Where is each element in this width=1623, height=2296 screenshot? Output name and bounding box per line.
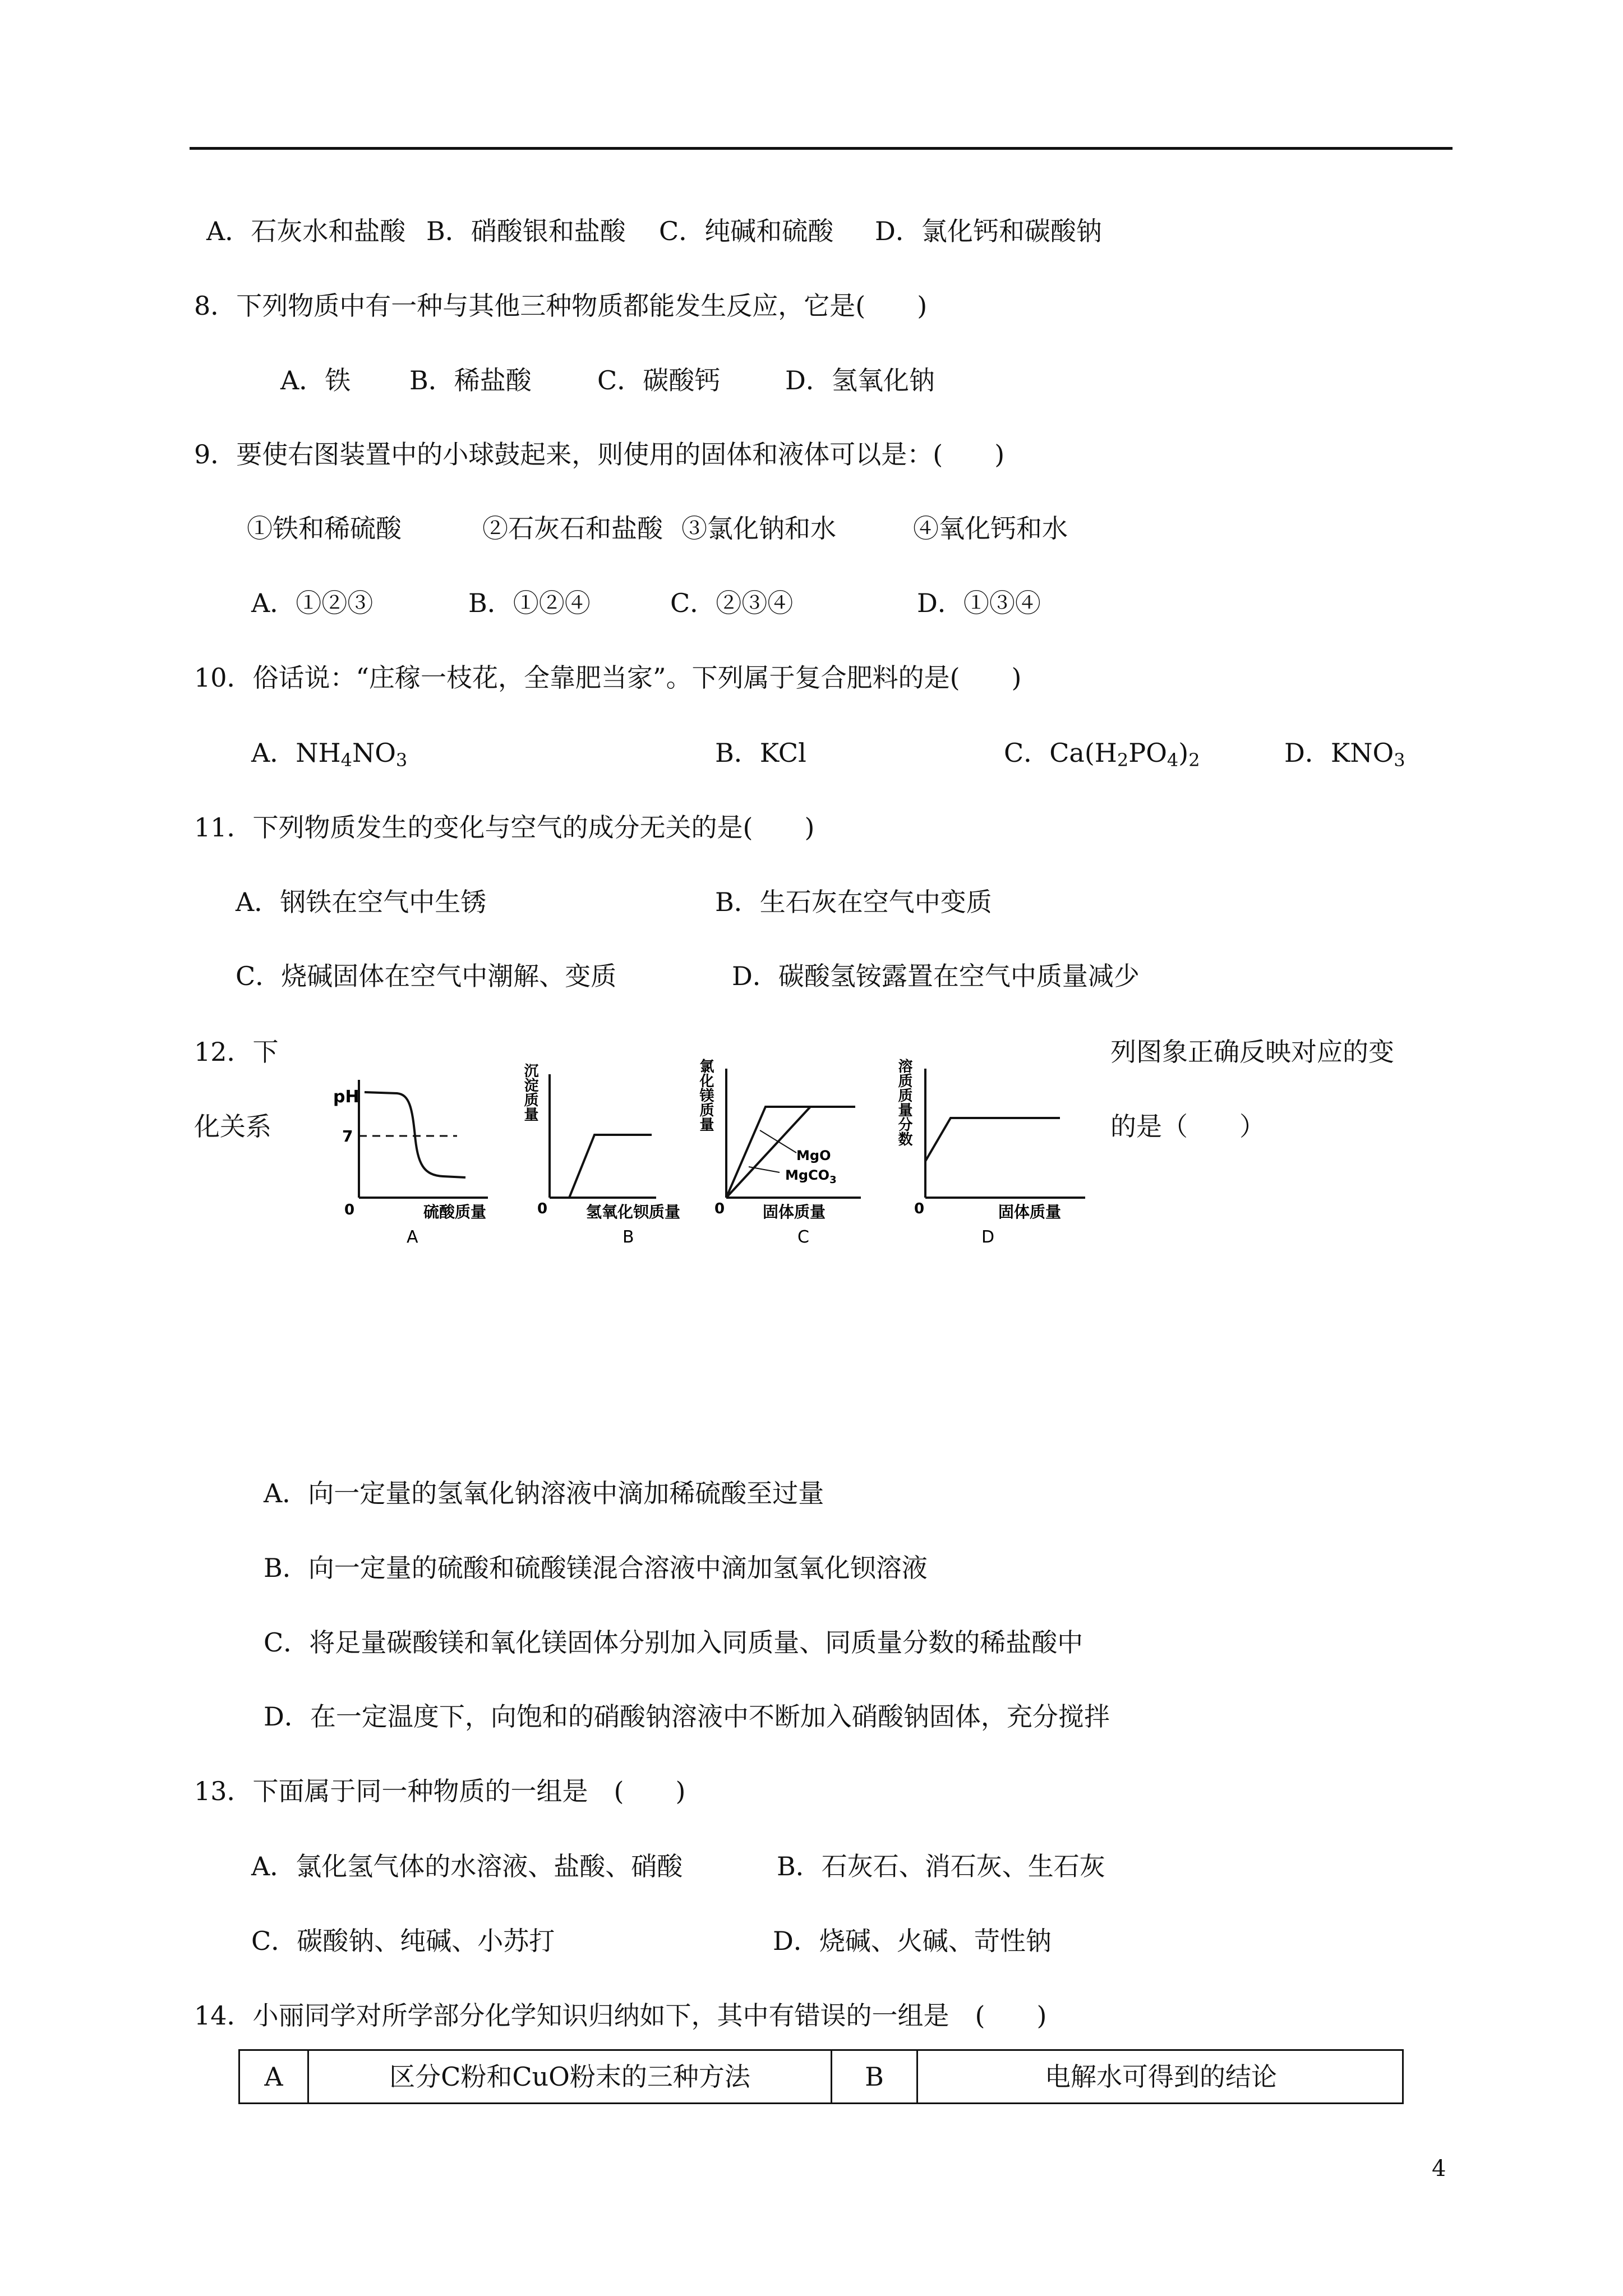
q11-option-a: A．钢铁在空气中生锈 — [236, 887, 487, 917]
q7-option-b: B．硝酸银和盐酸 — [426, 216, 626, 246]
graph-c-caption: C — [797, 1227, 809, 1247]
q14-table-cell-a: A — [264, 2062, 283, 2092]
q8-option-b: B．稀盐酸 — [409, 365, 532, 395]
graph-c-origin: 0 — [714, 1200, 725, 1217]
q7-option-a: A．石灰水和盐酸 — [206, 216, 406, 246]
q12-option-c: C．将足量碳酸镁和氧化镁固体分别加入同质量、同质量分数的稀盐酸中 — [264, 1627, 1083, 1658]
q14-table-cell-b: B — [831, 2051, 916, 2102]
q12-stem-left-2: 化关系 — [194, 1111, 271, 1142]
q8-option-a: A．铁 — [280, 365, 351, 395]
header-rule — [190, 147, 1453, 150]
q9-option-c: C．②③④ — [670, 588, 794, 618]
graph-a — [333, 1080, 488, 1247]
q11-option-d: D．碳酸氢铵露置在空气中质量减少 — [732, 961, 1140, 991]
q14-stem: 14．小丽同学对所学部分化学知识归纳如下，其中有错误的一组是 ( ) — [194, 2000, 1047, 2031]
q12-option-d: D．在一定温度下，向饱和的硝酸钠溶液中不断加入硝酸钠固体，充分搅拌 — [264, 1701, 1110, 1732]
q14-table-cell-b-content: 电解水可得到的结论 — [916, 2051, 1404, 2102]
graph-a-caption: A — [407, 1227, 418, 1247]
q8-option-c: C．碳酸钙 — [597, 365, 721, 395]
graph-d-xlabel: 固体质量 — [998, 1203, 1062, 1221]
q11-option-b: B．生石灰在空气中变质 — [715, 887, 992, 917]
q10-option-b: B．KCl — [715, 738, 806, 768]
graph-b-xlabel: 氢氧化钡质量 — [586, 1203, 681, 1221]
graph-d-ylabel: 溶质质量分数 — [896, 1059, 912, 1146]
q7-option-d: D．氯化钙和碳酸钠 — [875, 216, 1102, 246]
graph-b-ylabel: 沉淀质量 — [522, 1063, 538, 1121]
page-number: 4 — [1432, 2156, 1446, 2182]
q8-stem: 8．下列物质中有一种与其他三种物质都能发生反应，它是( ) — [194, 291, 928, 321]
q11-option-c: C．烧碱固体在空气中潮解、变质 — [236, 961, 617, 991]
q10-stem: 10．俗话说：“庄稼一枝花，全靠肥当家”。下列属于复合肥料的是( ) — [194, 662, 1022, 693]
q9-stem: 9．要使右图装置中的小球鼓起来，则使用的固体和液体可以是：( ) — [194, 439, 1005, 470]
q7-option-c: C．纯碱和硫酸 — [659, 216, 834, 246]
q9-item-1: ①铁和稀硫酸 — [247, 513, 402, 544]
q14-table — [238, 2049, 1404, 2104]
q12-stem-left-1: 12．下 — [194, 1037, 279, 1067]
q9-item-4: ④氧化钙和水 — [913, 513, 1068, 544]
q9-option-b: B．①②④ — [468, 588, 591, 618]
q13-stem: 13．下面属于同一种物质的一组是 ( ) — [194, 1776, 686, 1806]
graph-d-caption: D — [981, 1227, 995, 1247]
q12-stem-right-2: 的是（ ） — [1110, 1111, 1265, 1142]
q12-option-b: B．向一定量的硫酸和硫酸镁混合溶液中滴加氢氧化钡溶液 — [264, 1553, 928, 1583]
graph-a-curve — [365, 1092, 465, 1177]
q12-stem-right-1: 列图象正确反映对应的变 — [1110, 1037, 1394, 1067]
q13-option-a: A．氯化氢气体的水溶液、盐酸、硝酸 — [251, 1851, 683, 1881]
graph-b-caption: B — [623, 1227, 634, 1247]
q10-option-d: D．$KNO_3$ — [1284, 738, 1405, 771]
q13-option-c: C．碳酸钠、纯碱、小苏打 — [251, 1926, 555, 1956]
graph-b-line — [569, 1135, 652, 1198]
q9-option-a: A．①②③ — [251, 588, 374, 618]
q13-option-d: D．烧碱、火碱、苛性钠 — [773, 1926, 1052, 1956]
graph-c-xlabel: 固体质量 — [763, 1203, 826, 1221]
q10-option-a: A．$NH_4NO_3$ — [251, 738, 408, 771]
q9-item-3: ③氯化钠和水 — [681, 513, 836, 544]
graph-d-origin: 0 — [914, 1200, 925, 1217]
graph-d — [896, 1058, 1085, 1247]
graph-c-leader-mgo — [760, 1130, 796, 1153]
graph-b — [522, 1063, 680, 1247]
q8-option-d: D．氢氧化钠 — [785, 365, 935, 395]
graph-a-origin: 0 — [344, 1202, 355, 1218]
graph-b-origin: 0 — [537, 1200, 548, 1217]
q11-stem: 11．下列物质发生的变化与空气的成分无关的是( ) — [194, 812, 815, 843]
q9-option-d: D．①③④ — [917, 588, 1041, 618]
graph-c-series-label-mgo: MgO — [796, 1148, 831, 1163]
graph-c-series-label-mgco3: MgCO$_3$ — [785, 1167, 837, 1186]
graph-a-xlabel: 硫酸质量 — [423, 1203, 487, 1221]
graph-d-line — [925, 1118, 1060, 1161]
graph-c — [697, 1059, 861, 1247]
q12-graphs — [331, 1057, 1094, 1259]
q10-option-c: C．$Ca(H_2PO_4)_2$ — [1004, 738, 1200, 771]
graph-a-y-mark: 7 — [342, 1127, 353, 1145]
graph-a-ylabel: pH — [333, 1087, 359, 1107]
q14-table-cell-a-content: 区分C粉和CuO粉末的三种方法 — [307, 2051, 831, 2102]
q12-option-a: A．向一定量的氢氧化钠溶液中滴加稀硫酸至过量 — [264, 1478, 824, 1508]
q9-item-2: ②石灰石和盐酸 — [482, 513, 663, 544]
q13-option-b: B．石灰石、消石灰、生石灰 — [777, 1851, 1105, 1881]
graph-c-ylabel: 氯化镁质量 — [697, 1059, 714, 1131]
